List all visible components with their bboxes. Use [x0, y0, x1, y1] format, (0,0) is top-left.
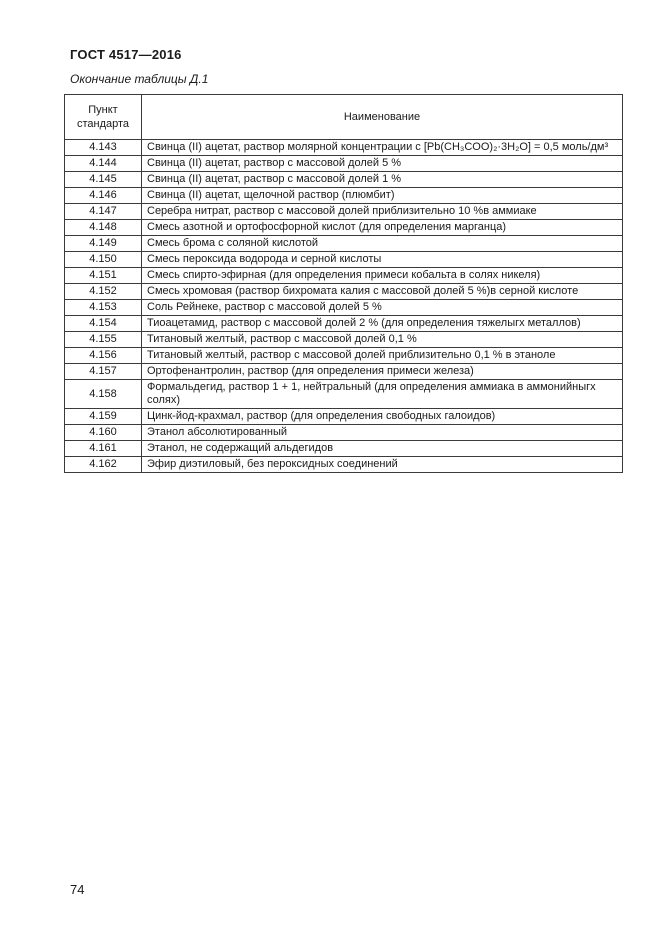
item-name-cell: Цинк-йод-крахмал, раствор (для определения свободных галоидов) — [142, 409, 623, 425]
item-number-cell: 4.145 — [65, 172, 142, 188]
item-number-cell: 4.161 — [65, 441, 142, 457]
item-number-cell: 4.144 — [65, 156, 142, 172]
item-name-cell: Смесь пероксида водорода и серной кислоты — [142, 252, 623, 268]
table-row — [65, 172, 623, 188]
table-header-row — [65, 95, 623, 140]
item-name-cell: Тиоацетамид, раствор с массовой долей 2 % (для определения тяжелыгх металлов) — [142, 316, 623, 332]
item-number-cell: 4.151 — [65, 268, 142, 284]
item-name-cell: Свинца (II) ацетат, раствор молярной концентрации c [Pb(CH₃COO)₂·3H₂O] = 0,5 моль/дм³ — [142, 140, 623, 156]
item-number-cell: 4.154 — [65, 316, 142, 332]
item-name-cell: Смесь брома с соляной кислотой — [142, 236, 623, 252]
item-number-cell: 4.162 — [65, 457, 142, 473]
item-number-cell: 4.150 — [65, 252, 142, 268]
item-name-cell: Соль Рейнеке, раствор с массовой долей 5 % — [142, 300, 623, 316]
item-name-cell: Свинца (II) ацетат, щелочной раствор (плюмбит) — [142, 188, 623, 204]
item-number-cell: 4.155 — [65, 332, 142, 348]
item-number-cell: 4.153 — [65, 300, 142, 316]
table-row — [65, 457, 623, 473]
item-number-cell: 4.143 — [65, 140, 142, 156]
item-number-cell: 4.157 — [65, 364, 142, 380]
table-row — [65, 156, 623, 172]
item-name-cell: Этанол, не содержащий альдегидов — [142, 441, 623, 457]
item-number-cell: 4.158 — [65, 380, 142, 409]
item-name-cell: Смесь азотной и ортофосфорной кислот (для определения марганца) — [142, 220, 623, 236]
table-row — [65, 220, 623, 236]
item-name-cell: Смесь хромовая (раствор бихромата калия с массовой долей 5 %)в серной кислоте — [142, 284, 623, 300]
table-row — [65, 236, 623, 252]
item-number-cell: 4.147 — [65, 204, 142, 220]
item-number-cell: 4.149 — [65, 236, 142, 252]
page-number: 74 — [70, 882, 85, 897]
item-number-cell: 4.160 — [65, 425, 142, 441]
table-row — [65, 140, 623, 156]
table-row — [65, 332, 623, 348]
table-row — [65, 300, 623, 316]
item-name-cell: Формальдегид, раствор 1 + 1, нейтральный (для определения аммиака в аммонийныгх солях) — [142, 380, 623, 409]
column-header-item-number-line1: Пункт — [88, 104, 118, 116]
item-name-cell: Титановый желтый, раствор с массовой долей 0,1 % — [142, 332, 623, 348]
item-name-cell: Серебра нитрат, раствор с массовой долей приблизительно 10 %в аммиаке — [142, 204, 623, 220]
reagents-table — [64, 94, 623, 473]
table-row — [65, 409, 623, 425]
item-name-cell: Свинца (II) ацетат, раствор с массовой долей 1 % — [142, 172, 623, 188]
item-name-cell: Титановый желтый, раствор с массовой долей приблизительно 0,1 % в этаноле — [142, 348, 623, 364]
table-row — [65, 252, 623, 268]
item-number-cell: 4.148 — [65, 220, 142, 236]
item-number-cell: 4.156 — [65, 348, 142, 364]
item-name-cell: Этанол абсолютированный — [142, 425, 623, 441]
table-row — [65, 348, 623, 364]
table-row — [65, 268, 623, 284]
item-name-cell: Свинца (II) ацетат, раствор с массовой долей 5 % — [142, 156, 623, 172]
table-row — [65, 316, 623, 332]
item-name-cell: Смесь спирто-эфирная (для определения примеси кобальта в солях никеля) — [142, 268, 623, 284]
document-code: ГОСТ 4517—2016 — [70, 47, 182, 62]
column-header-name: Наименование — [142, 95, 623, 140]
table-row — [65, 364, 623, 380]
table-caption: Окончание таблицы Д.1 — [70, 72, 209, 86]
table-row — [65, 204, 623, 220]
table-row — [65, 441, 623, 457]
table-row — [65, 284, 623, 300]
item-number-cell: 4.146 — [65, 188, 142, 204]
table-body — [65, 140, 623, 473]
column-header-item-number — [65, 95, 142, 140]
table-row — [65, 380, 623, 409]
table-row — [65, 425, 623, 441]
item-name-cell: Эфир диэтиловый, без пероксидных соединений — [142, 457, 623, 473]
item-number-cell: 4.152 — [65, 284, 142, 300]
item-name-cell: Ортофенантролин, раствор (для определения примеси железа) — [142, 364, 623, 380]
table-row — [65, 188, 623, 204]
item-number-cell: 4.159 — [65, 409, 142, 425]
column-header-item-number-line2: стандарта — [76, 118, 130, 130]
